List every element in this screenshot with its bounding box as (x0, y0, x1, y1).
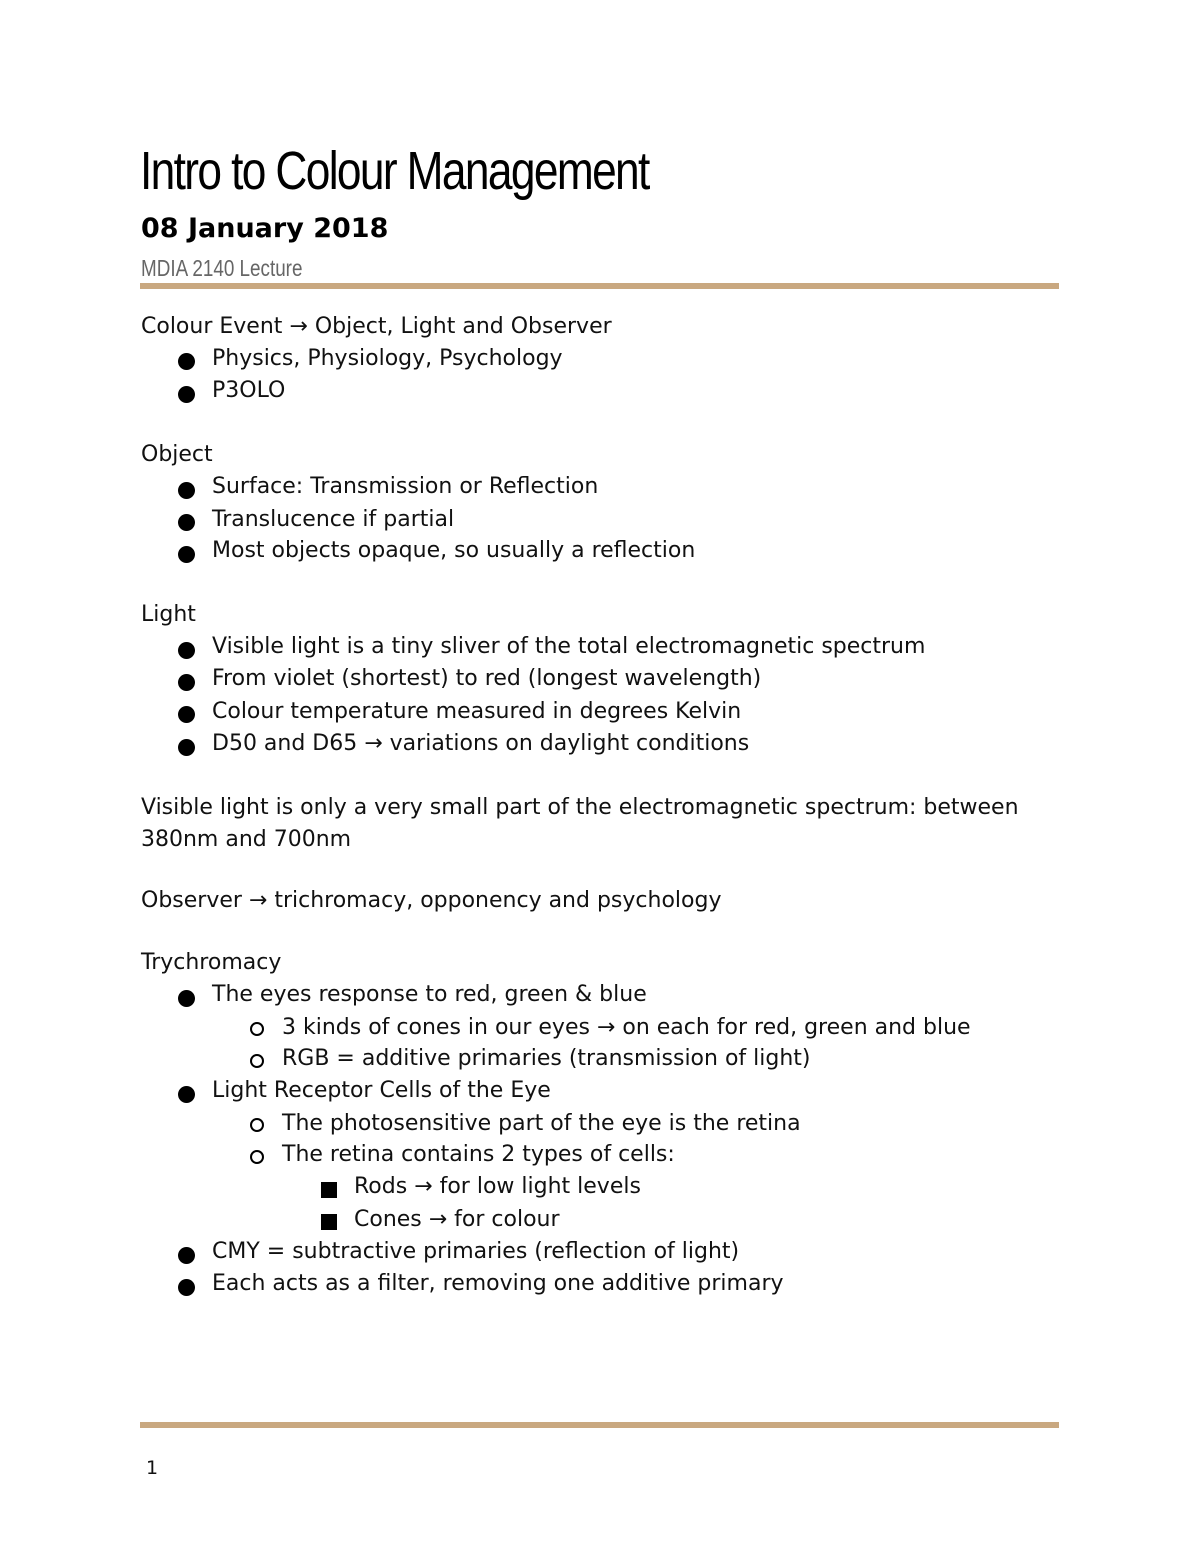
section-heading-trychromacy: Trychromacy (141, 950, 282, 975)
list-item: P3OLO (212, 378, 286, 403)
sub-list-item: 3 kinds of cones in our eyes → on each for red, green and blue (282, 1015, 971, 1040)
bullet-icon (178, 674, 195, 691)
list-item: From violet (shortest) to red (longest wavelength) (212, 666, 762, 691)
bullet-icon (178, 642, 195, 659)
hollow-bullet-icon (250, 1022, 264, 1036)
bullet-icon (178, 706, 195, 723)
list-item: Physics, Physiology, Psychology (212, 346, 563, 371)
square-bullet-icon (321, 1182, 337, 1198)
sub-list-item: The photosensitive part of the eye is the retina (282, 1111, 801, 1136)
bullet-icon (178, 546, 195, 563)
sub-sub-list-item: Cones → for colour (354, 1207, 560, 1232)
bullet-icon (178, 514, 195, 531)
bullet-icon (178, 386, 195, 403)
page-number: 1 (146, 1457, 159, 1479)
sub-list-item: The retina contains 2 types of cells: (282, 1142, 675, 1167)
hollow-bullet-icon (250, 1054, 264, 1068)
page-title: Intro to Colour Management (140, 141, 649, 201)
list-item: Translucence if partial (212, 507, 455, 532)
paragraph-line: Visible light is only a very small part of the electromagnetic spectrum: between (141, 795, 1019, 820)
bullet-icon (178, 739, 195, 756)
list-item: The eyes response to red, green & blue (212, 982, 647, 1007)
sub-list-item: RGB = additive primaries (transmission of light) (282, 1046, 811, 1071)
document-subtitle: MDIA 2140 Lecture (141, 255, 303, 281)
list-item: CMY = subtractive primaries (reflection of light) (212, 1239, 740, 1264)
header-divider (140, 283, 1059, 289)
list-item: D50 and D65 → variations on daylight conditions (212, 731, 750, 756)
sub-sub-list-item: Rods → for low light levels (354, 1174, 641, 1199)
list-item: Visible light is a tiny sliver of the total electromagnetic spectrum (212, 634, 926, 659)
hollow-bullet-icon (250, 1118, 264, 1132)
bullet-icon (178, 1279, 195, 1296)
document-date: 08 January 2018 (141, 213, 389, 244)
bullet-icon (178, 1247, 195, 1264)
footer-divider (140, 1422, 1059, 1428)
list-item: Most objects opaque, so usually a reflection (212, 538, 696, 563)
section-heading-light: Light (141, 602, 196, 627)
list-item: Light Receptor Cells of the Eye (212, 1078, 551, 1103)
bullet-icon (178, 353, 195, 370)
section-heading-object: Object (141, 442, 213, 467)
section-heading-observer: Observer → trichromacy, opponency and psychology (141, 888, 722, 913)
hollow-bullet-icon (250, 1150, 264, 1164)
square-bullet-icon (321, 1214, 337, 1230)
list-item: Surface: Transmission or Reflection (212, 474, 599, 499)
list-item: Each acts as a filter, removing one additive primary (212, 1271, 784, 1296)
bullet-icon (178, 1086, 195, 1103)
section-heading-colour-event: Colour Event → Object, Light and Observer (141, 314, 612, 339)
list-item: Colour temperature measured in degrees Kelvin (212, 699, 742, 724)
bullet-icon (178, 482, 195, 499)
paragraph-line: 380nm and 700nm (141, 827, 352, 852)
bullet-icon (178, 990, 195, 1007)
